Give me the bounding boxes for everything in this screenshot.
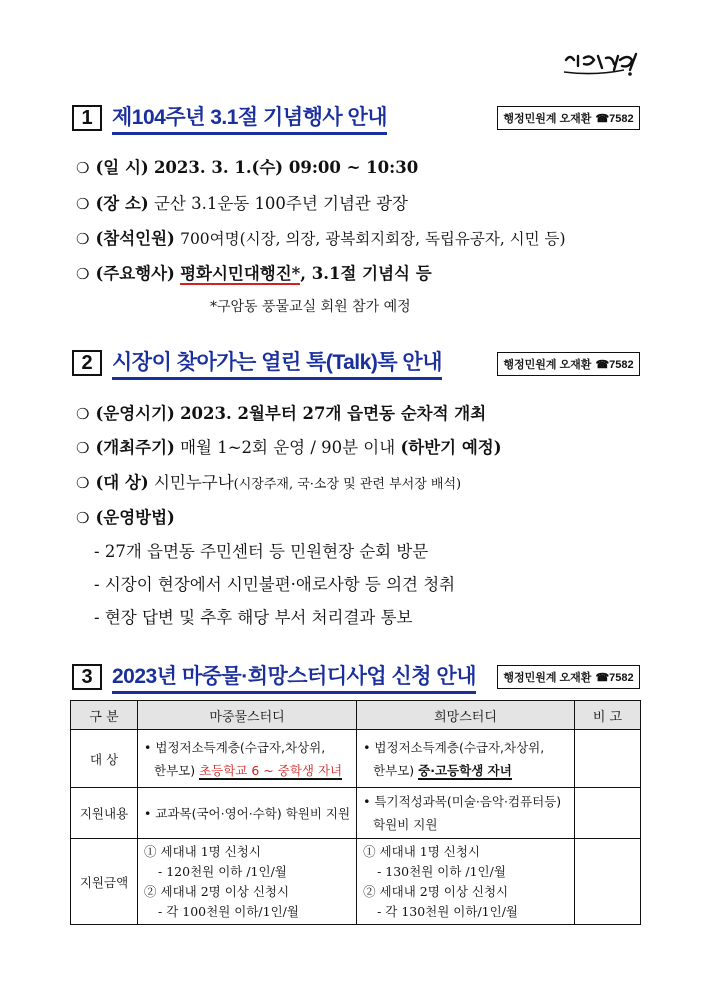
item-label: (장 소) [95, 194, 149, 213]
header-cell: 구 분 [71, 701, 138, 730]
cell-text: 한부모) [154, 762, 200, 778]
sub-item: - 27개 읍면동 주민센터 등 민원현장 순회 방문 [94, 542, 429, 561]
header-cell: 비 고 [574, 701, 640, 730]
item-value: , 3.1절 기념식 등 [300, 264, 432, 283]
circle-bullet-icon: ❍ [76, 474, 90, 492]
cell-line: - 각 100천원 이하/1인/월 [158, 903, 299, 919]
section-number: 3 [72, 664, 102, 690]
cell-line: - 120천원 이하 /1인/월 [158, 863, 287, 879]
table-cell [138, 839, 357, 925]
section-number: 2 [72, 350, 102, 376]
section-1-header [72, 103, 387, 133]
cell-line: • 교과목(국어·영어·수학) 학원비 지원 [144, 805, 351, 821]
list-item [76, 154, 418, 178]
header-cell: 마중물스터디 [138, 701, 357, 730]
cell-line: - 130천원 이하 /1인/월 [377, 863, 506, 879]
circle-bullet-icon: ❍ [76, 230, 90, 248]
table-row [71, 730, 641, 788]
cell-line: ① 세대내 1명 신청시 [363, 843, 480, 859]
contact-box [497, 665, 640, 689]
contact-dept: 행정민원계 오재환 [503, 672, 592, 684]
cell-line: • 특기적성과목(미술·음악·컴퓨터등) [363, 794, 562, 809]
item-label: (참석인원) [95, 229, 175, 248]
cell-line [144, 759, 350, 782]
item-label: (개최주기) [95, 438, 175, 457]
row-label: 지원내용 [71, 788, 138, 839]
sub-item: - 시장이 현장에서 시민불편·애로사항 등 의견 청취 [94, 575, 456, 594]
cell-highlight: 초등학교 6 ~ 중학생 자녀 [199, 762, 343, 778]
sub-item: - 현장 답변 및 추후 해당 부서 처리결과 통보 [94, 608, 413, 627]
footnote: *구암동 풍물교실 회원 참가 예정 [210, 299, 411, 315]
circle-bullet-icon: ❍ [76, 439, 90, 457]
list-item [76, 260, 432, 284]
row-label: 지원금액 [71, 839, 138, 925]
phone-icon-text: ☎7582 [595, 112, 634, 125]
item-label: (운영방법) [95, 508, 175, 527]
cell-highlight: 중·고등학생 자녀 [418, 762, 512, 778]
gunsan-slogan-logo [560, 50, 645, 80]
item-value: 2023. 3. 1.(수) 09:00 ~ 10:30 [153, 158, 419, 177]
list-item [76, 469, 461, 493]
table-cell [357, 788, 575, 839]
cell-text: 한부모) [373, 762, 419, 778]
circle-bullet-icon: ❍ [76, 159, 90, 177]
cell-line: 학원비 지원 [373, 817, 438, 832]
cell-line: ② 세대내 2명 이상 신청시 [144, 883, 290, 899]
circle-bullet-icon: ❍ [76, 509, 90, 527]
table-cell [138, 788, 357, 839]
item-value: 매월 1~2회 운영 / 90분 이내 [180, 438, 396, 457]
row-label: 대 상 [71, 730, 138, 788]
circle-bullet-icon: ❍ [76, 405, 90, 423]
table-row [71, 839, 641, 925]
contact-box [497, 352, 640, 376]
section-title: 시장이 찾아가는 열린 톡(Talk)톡 안내 [112, 346, 442, 380]
table-cell [357, 730, 575, 788]
contact-dept: 행정민원계 오재환 [503, 113, 592, 125]
section-number: 1 [72, 105, 102, 131]
cell-line: - 각 130천원 이하/1인/월 [377, 903, 518, 919]
table-cell [138, 730, 357, 788]
list-item [76, 504, 175, 528]
item-value: 2023. 2월부터 27개 읍면동 순차적 개최 [180, 404, 487, 423]
table-cell [574, 839, 640, 925]
header-cell: 희망스터디 [357, 701, 575, 730]
list-item [76, 434, 502, 458]
list-item [76, 225, 566, 249]
section-title: 제104주년 3.1절 기념행사 안내 [112, 101, 387, 135]
table-row [71, 788, 641, 839]
item-label: (운영시기) [95, 404, 175, 423]
cell-line: • 법정저소득계층(수급자,차상위, [144, 739, 326, 755]
item-value-bold: (하반기 예정) [400, 438, 502, 457]
list-item [76, 400, 486, 424]
cell-line: ② 세대내 2명 이상 신청시 [363, 883, 509, 899]
phone-icon-text: ☎7582 [595, 358, 634, 371]
table-cell [357, 839, 575, 925]
phone-icon-text: ☎7582 [595, 671, 634, 684]
circle-bullet-icon: ❍ [76, 195, 90, 213]
section-3-header [72, 662, 476, 692]
cell-line: ① 세대내 1명 신청시 [144, 843, 261, 859]
list-item [76, 190, 408, 214]
item-value: 군산 3.1운동 100주년 기념관 광장 [153, 194, 408, 213]
item-value-highlight: 평화시민대행진* [180, 264, 301, 283]
item-value: 700여명(시장, 의장, 광복회지회장, 독립유공자, 시민 등) [180, 230, 566, 248]
support-table [70, 700, 641, 925]
contact-dept: 행정민원계 오재환 [503, 359, 592, 371]
item-label: (일 시) [95, 158, 149, 177]
table-cell [574, 788, 640, 839]
item-value-note: (시장주재, 국·소장 및 관련 부서장 배석) [233, 477, 462, 492]
section-2-header [72, 348, 442, 378]
circle-bullet-icon: ❍ [76, 265, 90, 283]
item-label: (대 상) [95, 473, 149, 492]
table-cell [574, 730, 640, 788]
cell-line: • 법정저소득계층(수급자,차상위, [363, 739, 545, 755]
table-header-row [71, 701, 641, 730]
item-value: 시민누구나 [153, 473, 234, 492]
cell-line [363, 759, 568, 782]
section-title: 2023년 마중물·희망스터디사업 신청 안내 [112, 660, 476, 694]
item-label: (주요행사) [95, 264, 175, 283]
contact-box [497, 106, 640, 130]
